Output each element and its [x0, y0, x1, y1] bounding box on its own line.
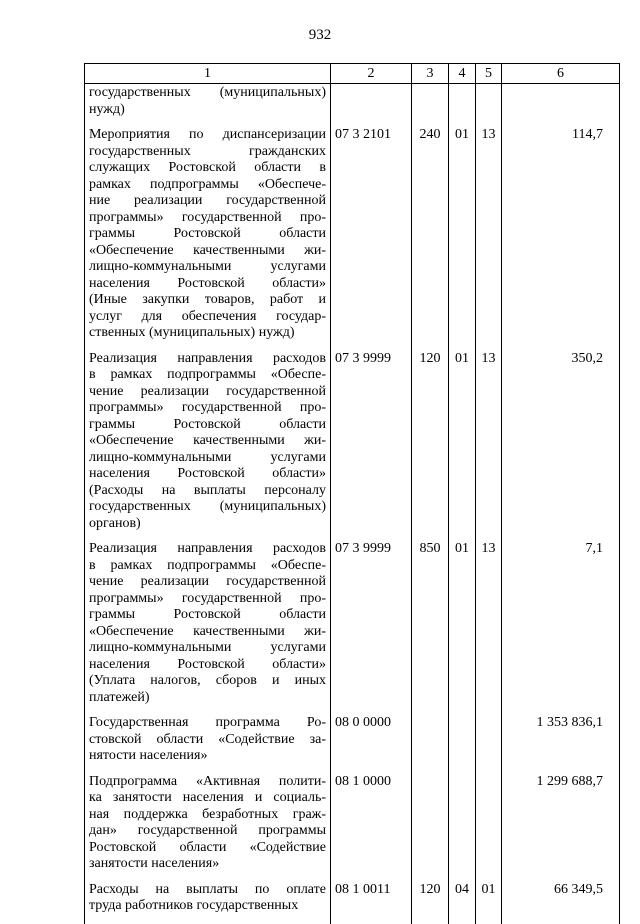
table-row: [85, 715, 620, 774]
description-line: нужд): [89, 101, 125, 117]
row-subsection: 13: [476, 351, 502, 542]
description-line: чение реализации государственной: [89, 383, 326, 399]
table-body: [85, 84, 620, 924]
row-section: [449, 715, 476, 774]
description-line: рамках подпрограммы «Обеспече-: [89, 176, 326, 192]
row-target-code: 07 3 2101: [331, 127, 412, 351]
row-description: [85, 882, 331, 924]
row-expense-type: 240: [412, 127, 449, 351]
description-line: граммы Ростовской области: [89, 226, 326, 241]
header-col-3: 3: [412, 64, 449, 84]
table-row: [85, 882, 620, 924]
budget-table: [84, 63, 620, 924]
description-line: платежей): [89, 689, 150, 705]
row-expense-type: [412, 774, 449, 882]
header-col-5: 5: [476, 64, 502, 84]
description-line: лищно-коммунальными услугами: [89, 640, 326, 655]
description-line: дан» государственной программы: [89, 823, 326, 838]
row-subsection: 13: [476, 127, 502, 351]
description-line: Мероприятия по диспансеризации: [89, 127, 326, 142]
description-line: органов): [89, 515, 141, 531]
table-row: [85, 127, 620, 351]
row-target-code: 08 1 0011: [331, 882, 412, 924]
row-subsection: 13: [476, 541, 502, 715]
table-row: [85, 541, 620, 715]
row-section: 01: [449, 127, 476, 351]
row-amount: 1 299 688,7: [502, 774, 620, 882]
description-line: населения Ростовской области»: [89, 275, 326, 291]
description-line: ственных (муниципальных) нужд): [89, 325, 295, 340]
table-row: [85, 351, 620, 542]
description-line: граммы Ростовской области: [89, 416, 326, 432]
description-line: услуг для обеспечения государ-: [89, 308, 326, 324]
description-line: Ростовской области «Содействие: [89, 839, 326, 855]
description-line: ка занятости населения и социаль-: [89, 790, 326, 805]
header-col-6: 6: [502, 64, 620, 84]
description-line: Расходы на выплаты по оплате: [89, 881, 326, 897]
row-target-code: 08 1 0000: [331, 774, 412, 882]
row-amount: 114,7: [502, 127, 620, 351]
description-line: «Обеспечение качественными жи-: [89, 242, 326, 258]
description-line: государственных гражданских: [89, 143, 326, 159]
row-section: [449, 84, 476, 128]
description-line: служащих Ростовской области в: [89, 160, 326, 175]
description-line: ная поддержка безработных граж-: [89, 806, 326, 822]
row-subsection: [476, 84, 502, 128]
row-target-code: 07 3 9999: [331, 351, 412, 542]
description-line: занятости населения»: [89, 856, 220, 871]
description-line: (Расходы на выплаты персоналу: [89, 482, 326, 498]
table-row: [85, 84, 620, 128]
description-line: «Обеспечение качественными жи-: [89, 623, 326, 639]
row-description: [85, 351, 331, 542]
row-amount: 7,1: [502, 541, 620, 715]
description-line: государственных (муниципальных): [89, 499, 326, 514]
row-subsection: [476, 715, 502, 774]
description-line: Подпрограмма «Активная полити-: [89, 773, 326, 789]
description-line: чение реализации государственной: [89, 574, 326, 589]
description-line: ние реализации государственной: [89, 193, 326, 208]
row-amount: 66 349,5: [502, 882, 620, 924]
description-line: программы» государственной про-: [89, 590, 326, 606]
description-line: труда работников государственных: [89, 898, 299, 913]
row-amount: [502, 84, 620, 128]
description-line: (Уплата налогов, сборов и иных: [89, 673, 326, 688]
header-col-4: 4: [449, 64, 476, 84]
row-description: [85, 715, 331, 774]
description-line: в рамках подпрограммы «Обеспе-: [89, 367, 326, 382]
description-line: нятости населения»: [89, 748, 208, 763]
row-target-code: 08 0 0000: [331, 715, 412, 774]
description-line: государственных (муниципальных): [89, 85, 326, 100]
description-line: Государственная программа Ро-: [89, 715, 326, 730]
description-line: Реализация направления расходов: [89, 541, 326, 556]
row-expense-type: 850: [412, 541, 449, 715]
description-line: населения Ростовской области»: [89, 656, 326, 672]
description-line: в рамках подпрограммы «Обеспе-: [89, 557, 326, 573]
row-section: [449, 774, 476, 882]
description-line: граммы Ростовской области: [89, 607, 326, 622]
description-line: (Иные закупки товаров, работ и: [89, 292, 326, 307]
description-line: программы» государственной про-: [89, 209, 326, 225]
row-expense-type: [412, 84, 449, 128]
description-line: Реализация направления расходов: [89, 350, 326, 366]
table-row: [85, 774, 620, 882]
row-description: [85, 541, 331, 715]
description-line: стовской области «Содействие за-: [89, 731, 326, 747]
description-line: лищно-коммунальными услугами: [89, 259, 326, 274]
page-number: 932: [308, 27, 332, 43]
row-description: [85, 774, 331, 882]
row-amount: 1 353 836,1: [502, 715, 620, 774]
row-description: [85, 127, 331, 351]
description-line: лищно-коммунальными услугами: [89, 449, 326, 465]
row-section: 01: [449, 351, 476, 542]
row-target-code: [331, 84, 412, 128]
table-header-row: [85, 64, 620, 84]
row-amount: 350,2: [502, 351, 620, 542]
row-section: 04: [449, 882, 476, 924]
row-section: 01: [449, 541, 476, 715]
row-expense-type: 120: [412, 351, 449, 542]
row-subsection: 01: [476, 882, 502, 924]
row-subsection: [476, 774, 502, 882]
description-line: «Обеспечение качественными жи-: [89, 433, 326, 448]
row-expense-type: 120: [412, 882, 449, 924]
header-col-2: 2: [331, 64, 412, 84]
header-col-1: 1: [85, 64, 331, 84]
row-expense-type: [412, 715, 449, 774]
row-target-code: 07 3 9999: [331, 541, 412, 715]
row-description: [85, 84, 331, 128]
description-line: программы» государственной про-: [89, 400, 326, 415]
description-line: населения Ростовской области»: [89, 466, 326, 481]
